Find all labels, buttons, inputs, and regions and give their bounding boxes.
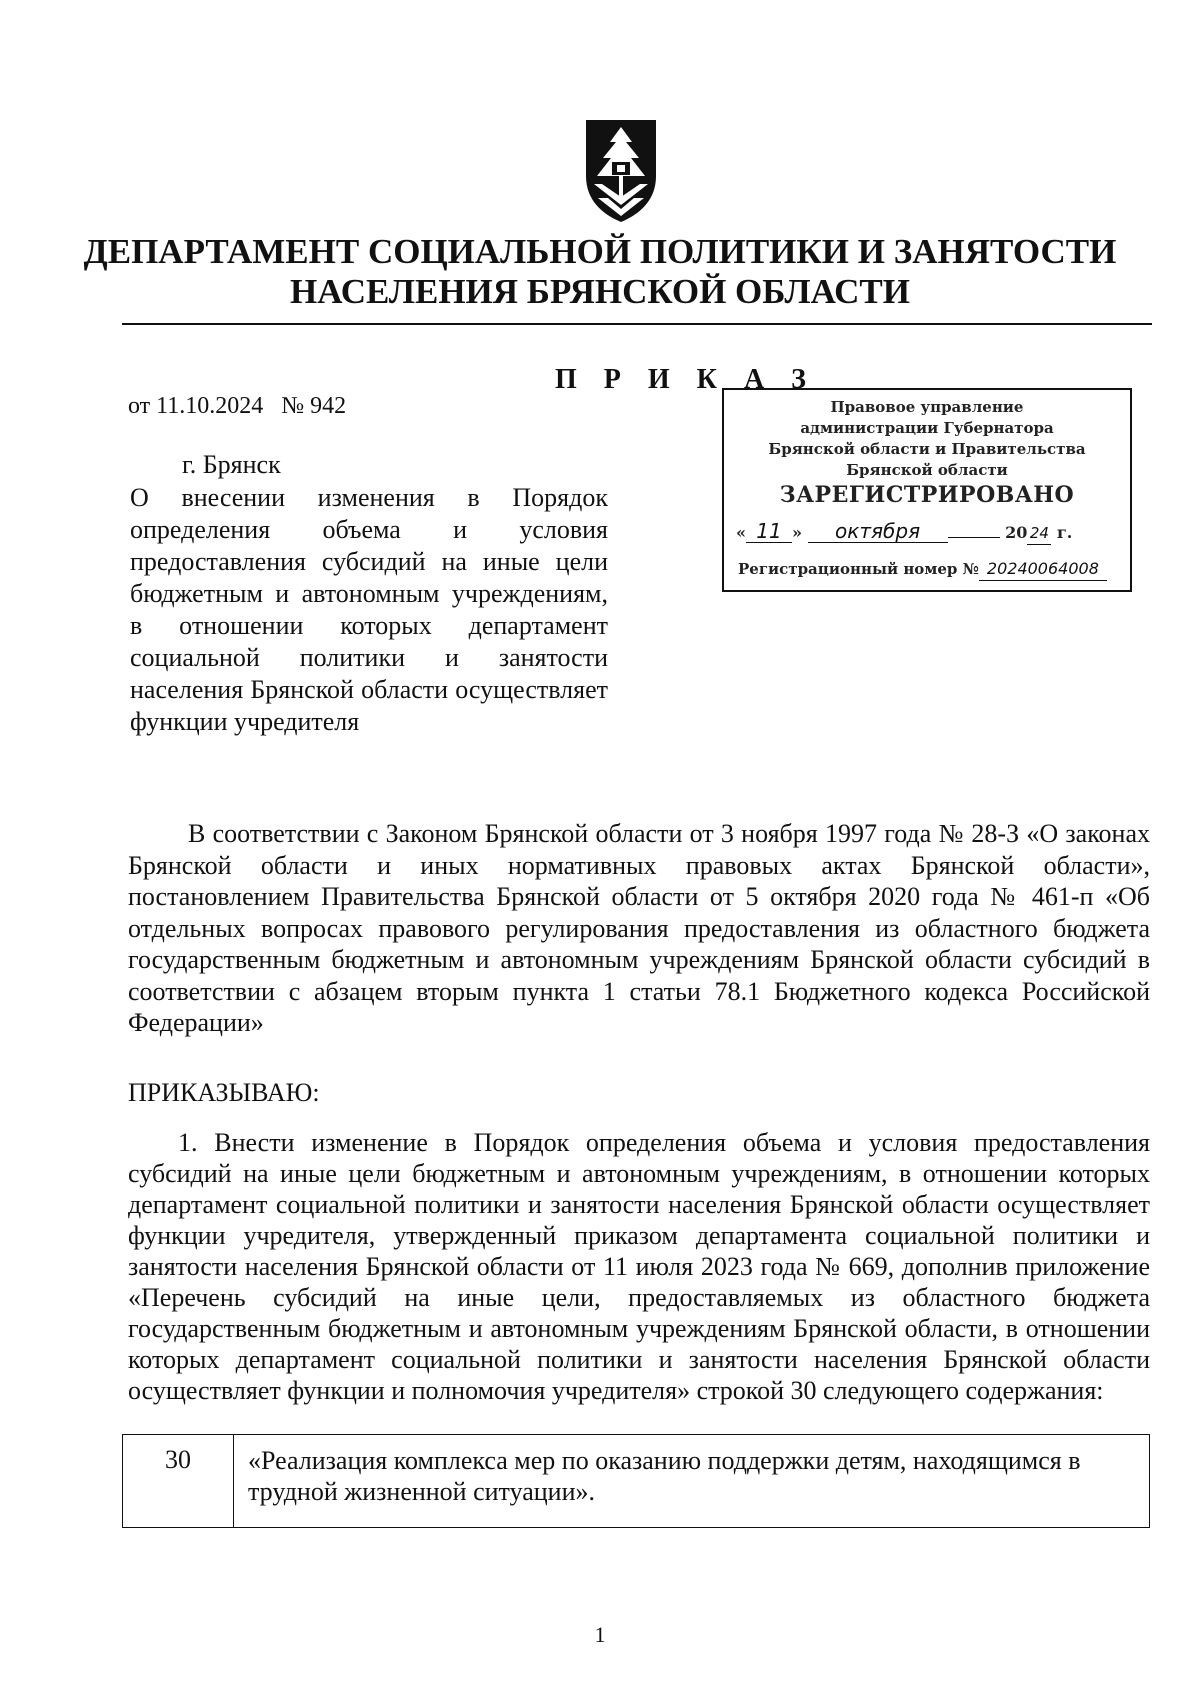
stamp-date xyxy=(736,520,1120,550)
stamp-year-prefix: 20 xyxy=(1005,523,1028,542)
stamp-quote-close: » xyxy=(792,523,802,542)
title-divider xyxy=(122,323,1152,325)
stamp-day: 11 xyxy=(746,520,792,543)
organization-title-line1: ДЕПАРТАМЕНТ СОЦИАЛЬНОЙ ПОЛИТИКИ И ЗАНЯТОСТИ xyxy=(83,232,1117,271)
stamp-line-1: Правовое управление xyxy=(830,398,1024,416)
table-row xyxy=(123,1435,1150,1528)
stamp-month: октября xyxy=(808,520,948,543)
organization-title-line2: НАСЕЛЕНИЯ БРЯНСКОЙ ОБЛАСТИ xyxy=(289,272,911,311)
stamp-quote-open: « xyxy=(736,523,746,542)
stamp-reg-label: Регистрационный номер № xyxy=(738,560,979,578)
table-row-number: 30 xyxy=(123,1435,234,1528)
order-item-1: 1. Внести изменение в Порядок определения объема и условия предоставления субсидий на иные цели бюджетным и автономным учреждениям, в отношении которых департамент социальной политики и занятости населения Брянской области осуществляет функции учредителя, утвержденный приказом департамента социальной политики и занятости населения Брянской области от 11 июля 2023 года № 669, дополнив приложение «Перечень субсидий на иные цели, предоставляемых из областного бюджета государственным бюджетным и автономным учреждениям Брянской области, в отношении которых департамент социальной политики и занятости населения Брянской области осуществляет функции и полномочия учредителя» строкой 30 следующего содержания: xyxy=(128,1128,1150,1405)
stamp-line-3: Брянской области и Правительства xyxy=(768,440,1086,458)
stamp-reg-number: 20240064008 xyxy=(979,558,1107,581)
order-subject: О внесении изменения в Порядок определения объема и условия предоставления субсидий на иные цели бюджетным и автономным учреждениям, в отношении которых департамент социальной политики и занятости населения Брянской области осуществляет функции учредителя xyxy=(130,483,608,736)
table-row-text: «Реализация комплекса мер по оказанию поддержки детям, находящимся в трудной жизненной ситуации». xyxy=(234,1435,1150,1528)
preamble-paragraph: В соответствии с Законом Брянской области от 3 ноября 1997 года № 28-З «О законах Брянской области и иных нормативных правовых актах Брянской области», постановлением Правительства Брянской области от 5 октября 2020 года № 461-п «Об отдельных вопросах правового регулирования предоставления из областного бюджета государственным бюджетным и автономным учреждениям Брянской области субсидий в соответствии с абзацем вторым пункта 1 статьи 78.1 Бюджетного кодекса Российской Федерации» xyxy=(128,819,1150,1037)
stamp-line-2: администрации Губернатора xyxy=(800,419,1054,437)
order-heading: ПРИКАЗЫВАЮ: xyxy=(128,1078,320,1107)
bryansk-coat-of-arms-icon xyxy=(582,118,660,224)
order-date-number: от 11.10.2024 № 942 xyxy=(128,393,347,419)
page-number: 1 xyxy=(594,1622,606,1647)
document-type: П Р И К А З xyxy=(555,364,816,395)
stamp-year-suffix: 24 xyxy=(1027,522,1051,545)
stamp-status: ЗАРЕГИСТРИРОВАНО xyxy=(779,482,1075,508)
stamp-registration xyxy=(738,558,1122,581)
stamp-line-4: Брянской области xyxy=(846,461,1008,479)
registration-stamp xyxy=(722,388,1132,592)
subsidy-table xyxy=(122,1434,1150,1528)
city: г. Брянск xyxy=(182,450,281,479)
stamp-year-unit: г. xyxy=(1057,523,1073,542)
organization-title xyxy=(80,232,1120,312)
